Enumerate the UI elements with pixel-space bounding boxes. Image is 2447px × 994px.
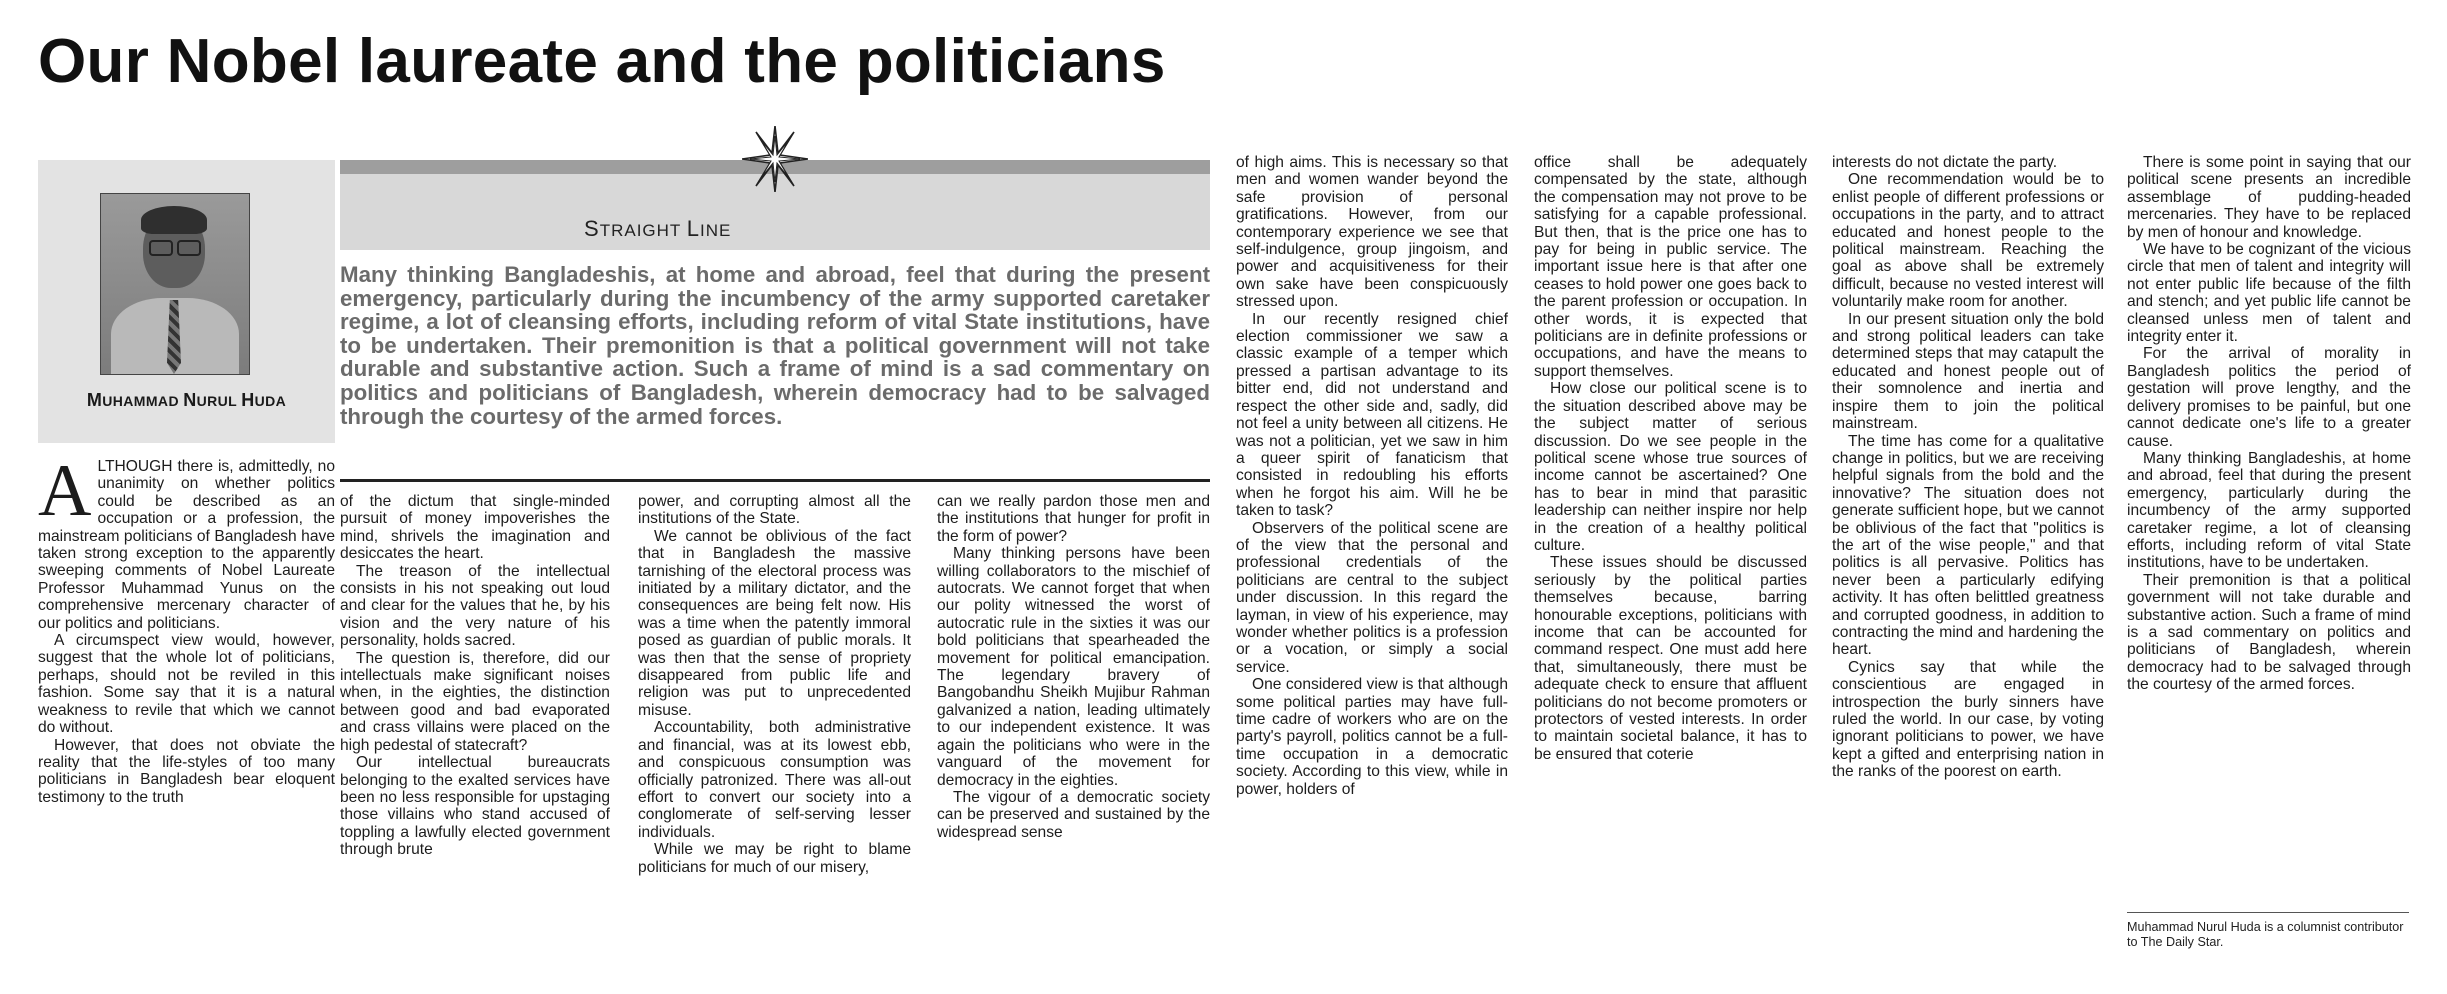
column-5 <box>1236 154 1508 798</box>
column-label: STRAIGHT LINE <box>584 216 732 241</box>
paragraph: Their premonition is that a political government will not take durable and substantive action. Such a frame of mind is a sad commentary on politics and politicians of Bangladesh, wherein democracy had to be salvaged through the courtesy of the armed forces. <box>2127 571 2411 694</box>
paragraph: Many thinking persons have been willing collaborators to the mischief of autocrats. We cannot forget that when our polity witnessed the worst of autocratic rule in the sixties it was our bold politicians that spearheaded the movement for political emancipation. The legendary bravery of Bangobandhu Sheikh Mujibur Rahman galvanized a nation, leading ultimately to our independent existence. It was again the politicians who were in the vanguard of the movement for democracy in the eighties. <box>937 545 1210 789</box>
column-3 <box>638 493 911 876</box>
paragraph: Cynics say that while the conscientious are engaged in introspection the burly sinners have ruled the world. In our case, by voting ignorant politicians to power, we have kept a gifted and enterprising nation in the ranks of the poorest on earth. <box>1832 658 2104 781</box>
column-8 <box>2127 154 2411 694</box>
paragraph: Many thinking Bangladeshis, at home and abroad, feel that during the present emergency, particularly during the incumbency of the army supported caretaker regime, a lot of cleansing efforts, including reform of vital State institutions, have to be undertaken. <box>2127 449 2411 572</box>
paragraph: of the dictum that single-minded pursuit of money impoverishes the mind, shrivels the imagination and desiccates the heart. <box>340 493 610 563</box>
author-photo <box>100 193 250 375</box>
paragraph: How close our political scene is to the situation described above may be the subject matter of serious discussion. Do we see people in the political scene whose true sources of income cannot be ascertained? One has to bear in mind that parasitic leadership can neither inspire nor help in the creation of a healthy political culture. <box>1534 380 1807 554</box>
paragraph: The treason of the intellectual consists in his not speaking out loud and clear for the values that he, by his vision and the very nature of his personality, holds sacred. <box>340 562 610 650</box>
paragraph: We have to be cognizant of the vicious circle that men of talent and integrity will not enter public life because of the filth and stench; and yet public life cannot be cleansed unless men of talent and integrity enter it. <box>2127 241 2411 346</box>
column-6 <box>1534 154 1807 763</box>
author-box <box>38 160 335 443</box>
lead-divider <box>340 479 1210 482</box>
starburst-icon <box>742 126 808 192</box>
paragraph: ALTHOUGH there is, admittedly, no unanimity on whether politics could be described as an occupation or a profession, the mainstream politicians of Bangladesh have taken strong exception to the apparently sweeping comments of Nobel Laureate Professor Muhammad Yunus on the comprehensive mercenary character of our politics and politicians. <box>38 450 335 632</box>
paragraph: We cannot be oblivious of the fact that in Bangladesh the massive tarnishing of the electoral process was initiated by a military dictator, and the consequences are being felt now. His was a time when the patently immoral posed as guardian of public morals. It was then that the sense of propriety disappeared from public life and religion was put to unprecedented misuse. <box>638 527 911 719</box>
paragraph: Observers of the political scene are of the view that the personal and professional credentials of the politicians are central to the subject under discussion. In this regard the layman, in view of his experience, may wonder whether politics is a profession or a vocation, or simply a social service. <box>1236 519 1508 676</box>
paragraph: The time has come for a qualitative change in politics, but we are receiving helpful signals from the bold and the innovative? The situation does not generate sufficient hope, but we cannot be oblivious of the fact that "politics is the art of the wise people," and that politics is all pervasive. Politics has never been a particularly edifying activity. It has often belittled greatness and corrupted goodness, in addition to contracting the mind and hardening the heart. <box>1832 432 2104 659</box>
paragraph: of high aims. This is necessary so that men and women wander beyond the safe provision of personal gratifications. However, from our contemporary experience we see that self-indulgence, group jingoism, and power and acquisitiveness for their own sake have been conspicuously stressed upon. <box>1236 154 1508 311</box>
paragraph: can we really pardon those men and the institutions that hunger for profit in the form of power? <box>937 493 1210 545</box>
paragraph: office shall be adequately compensated by the state, although the compensation may not prove to be satisfying for a capable professional. But then, that is the price one has to pay for being in public service. The important issue here is that after one ceases to hold power one goes back to the parent profession or occupation. In other words, it is expected that politicians are in definite professions or occupations, and have the means to support themselves. <box>1534 154 1807 380</box>
paragraph: In our present situation only the bold and strong political leaders can take determined steps that may catapult the educated and honest people out of their somnolence and inertia and inspire them to join the political mainstream. <box>1832 310 2104 433</box>
author-bio: Muhammad Nurul Huda is a columnist contributor to The Daily Star. <box>2127 920 2404 949</box>
paragraph: Our intellectual bureaucrats belonging to the exalted services have been no less responsible for upstaging those villains who stand accused of toppling a lawfully elected government through brute <box>340 754 610 859</box>
paragraph: One recommendation would be to enlist people of different professions or occupations in the party, and to attract educated and honest people to the political mainstream. Reaching the goal as above shall be extremely difficult, because no vested interest will voluntarily make room for another. <box>1832 171 2104 311</box>
headline: Our Nobel laureate and the politicians <box>38 27 1166 96</box>
column-4 <box>937 493 1210 841</box>
column-1 <box>38 450 335 806</box>
bio-divider <box>2127 912 2409 913</box>
paragraph: For the arrival of morality in Bangladesh politics the period of gestation will prove lengthy, and the delivery promises to be painful, but one cannot dedicate one's life to a greater cause. <box>2127 345 2411 450</box>
paragraph: The question is, therefore, did our intellectuals make significant noises when, in the eighties, the distinction between good and bad evaporated and crass villains were placed on the high pedestal of statecraft? <box>340 649 610 754</box>
paragraph: interests do not dictate the party. <box>1832 154 2058 171</box>
paragraph: One considered view is that although some political parties may have full-time cadre of workers who are on the party's payroll, politics cannot be a full-time occupation in a democratic society. According to this view, while in power, holders of <box>1236 676 1508 798</box>
paragraph: The vigour of a democratic society can be preserved and sustained by the widespread sense <box>937 788 1210 841</box>
author-name: MUHAMMAD NURUL HUDA <box>86 390 287 410</box>
paragraph: There is some point in saying that our political scene presents an incredible assemblage of pudding-headed mercenaries. They have to be replaced by men of honour and knowledge. <box>2127 154 2411 241</box>
paragraph: In our recently resigned chief election commissioner we saw a classic example of a temper which pressed a partisan advantage to its bitter end, did not understand and respect the other side and, sadly, did not feel a unity between all citizens. He was not a politician, yet we saw in him a queer spirit of fanaticism that consisted in redoubling his efforts when he forgot his aim. Will he be taken to task? <box>1236 310 1508 520</box>
drop-cap: A <box>38 450 92 532</box>
paragraph: Accountability, both administrative and financial, was at its lowest ebb, and conspicuous consumption was officially patronized. There was all-out effort to convert our society into a conglomerate of self-serving lesser individuals. <box>638 719 911 841</box>
column-2 <box>340 493 610 859</box>
paragraph: power, and corrupting almost all the institutions of the State. <box>638 493 911 528</box>
column-7 <box>1832 154 2104 781</box>
paragraph: However, that does not obviate the reality that the life-styles of too many politicians in Bangladesh bear eloquent testimony to the truth <box>38 736 335 806</box>
paragraph: These issues should be discussed seriously by the political parties themselves because, barring honourable exceptions, politicians with income that can be accounted for command respect. One must add here that, simultaneously, there must be adequate check to ensure that affluent politicians do not become promoters or protectors of vested interests. In order to maintain societal balance, it has to be ensured that coterie <box>1534 554 1807 763</box>
paragraph: A circumspect view would, however, suggest that the whole lot of politicians, perhaps, should not be reviled in this fashion. Some say that it is a natural weakness to revile that which we cannot do without. <box>38 632 335 737</box>
paragraph: While we may be right to blame politicians for much of our misery, <box>638 841 911 876</box>
lead-paragraph: Many thinking Bangladeshis, at home and abroad, feel that during the present emergency, particularly during the incumbency of the army supported caretaker regime, a lot of cleansing efforts, including reform of vital State institutions, have to be undertaken. Their premonition is that a political government will not take durable and substantive action. Such a frame of mind is a sad commentary on politics and politicians of Bangladesh, wherein democracy had to be salvaged through the courtesy of the armed forces. <box>340 262 1210 429</box>
